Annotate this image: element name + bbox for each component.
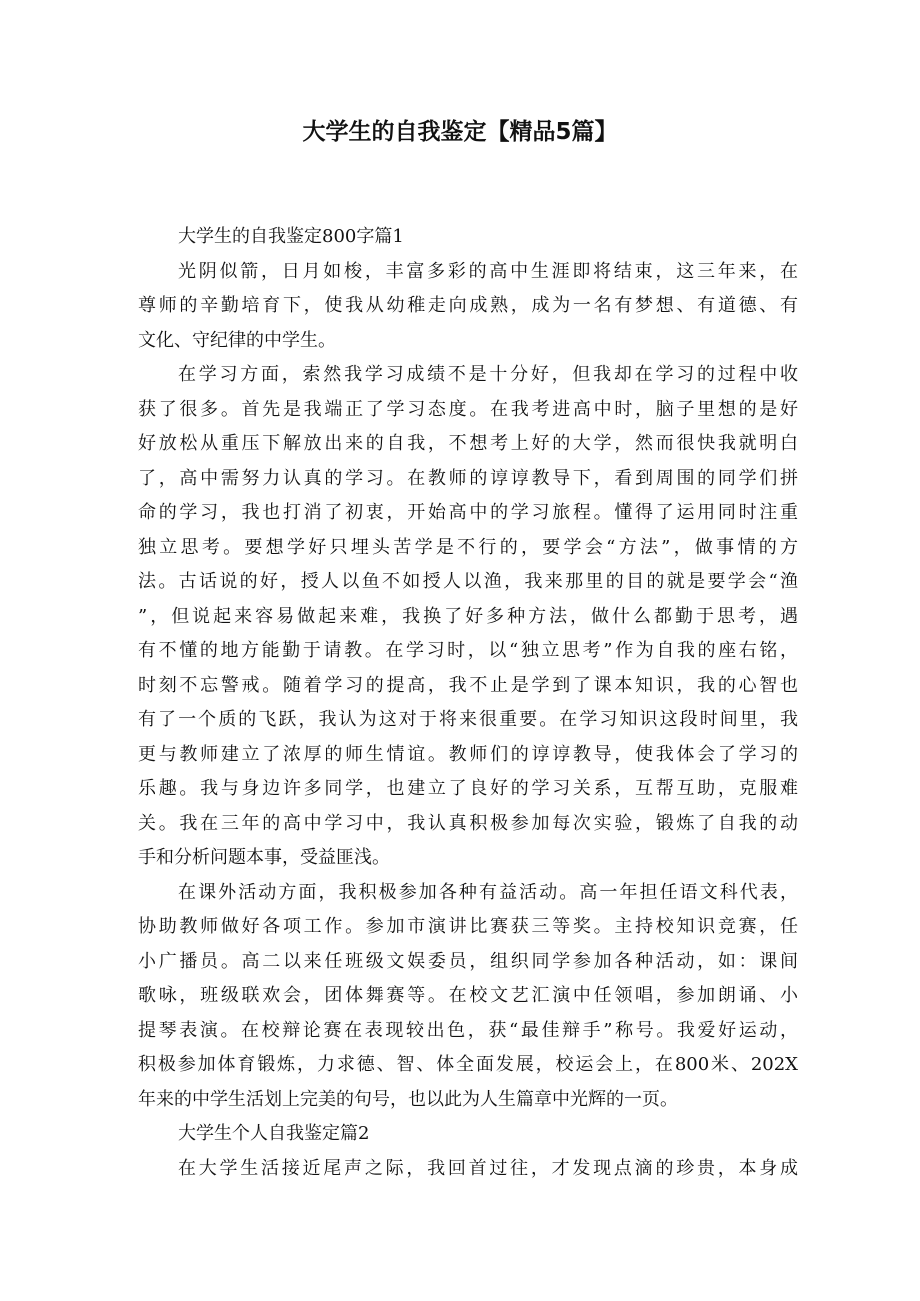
text-line: 在学习方面，索然我学习成绩不是十分好，但我却在学习的过程中收 [178, 364, 798, 385]
text-line: 手和分析问题本事，受益匪浅。 [138, 847, 390, 868]
text-line: 乐趣。我与身边许多同学，也建立了良好的学习关系，互帮互助，克服难 [138, 778, 798, 799]
text-line: 协助教师做好各项工作。参加市演讲比赛获三等奖。主持校知识竞赛，任 [138, 916, 798, 937]
text-line: 命的学习，我也打消了初衷，开始高中的学习旅程。懂得了运用同时注重 [138, 502, 798, 523]
text-line: 大学生个人自我鉴定篇2 [178, 1123, 370, 1144]
text-line: 积极参加体育锻炼，力求德、智、体全面发展，校运会上，在800米、202X [138, 1054, 798, 1075]
text-line: 法。古话说的好，授人以鱼不如授人以渔，我来那里的目的就是要学会“渔 [138, 571, 798, 592]
text-line: 时刻不忘警戒。随着学习的提高，我不止是学到了课本知识，我的心智也 [138, 674, 798, 696]
text-line: 关。我在三年的高中学习中，我认真积极参加每次实验，锻炼了自我的动 [138, 812, 798, 834]
text-line: 了，高中需努力认真的学习。在教师的谆谆教导下，看到周围的同学们拼 [138, 467, 798, 489]
document-title: 大学生的自我鉴定【精品5篇】 [302, 119, 618, 145]
text-line: 文化、守纪律的中学生。 [138, 329, 336, 351]
document-body [138, 220, 798, 1186]
text-line: 小广播员。高二以来任班级文娱委员，组织同学参加各种活动，如：课间 [138, 950, 798, 972]
text-line: 在课外活动方面，我积极参加各种有益活动。高一年担任语文科代表， [178, 881, 798, 903]
text-line: ”，但说起来容易做起来难，我换了好多种方法，做什么都勤于思考，遇 [138, 605, 798, 627]
text-line: 歌咏，班级联欢会，团体舞赛等。在校文艺汇演中任领唱，参加朗诵、小 [138, 985, 798, 1006]
text-line: 有了一个质的飞跃，我认为这对于将来很重要。在学习知识这段时间里，我 [138, 709, 798, 730]
text-line: 提琴表演。在校辩论赛在表现较出色，获“最佳辩手”称号。我爱好运动， [138, 1019, 798, 1041]
text-line: 大学生的自我鉴定800字篇1 [178, 226, 404, 247]
text-line: 好放松从重压下解放出来的自我，不想考上好的大学，然而很快我就明白 [138, 433, 798, 454]
text-line: 在大学生活接近尾声之际，我回首过往，才发现点滴的珍贵，本身成 [178, 1157, 798, 1179]
text-line: 更与教师建立了浓厚的师生情谊。教师们的谆谆教导，使我体会了学习的 [138, 743, 798, 765]
text-line: 有不懂的地方能勤于请教。在学习时，以“独立思考”作为自我的座右铭， [138, 640, 798, 661]
text-line: 获了很多。首先是我端正了学习态度。在我考进高中时，脑子里想的是好 [138, 398, 798, 420]
text-line: 年来的中学生活划上完美的句号，也以此为人生篇章中光辉的一页。 [138, 1088, 678, 1110]
text-line: 尊师的辛勤培育下，使我从幼稚走向成熟，成为一名有梦想、有道德、有 [138, 295, 798, 316]
text-line: 独立思考。要想学好只埋头苦学是不行的，要学会“方法”，做事情的方 [138, 536, 798, 558]
text-line: 光阴似箭，日月如梭，丰富多彩的高中生涯即将结束，这三年来，在 [178, 260, 798, 282]
